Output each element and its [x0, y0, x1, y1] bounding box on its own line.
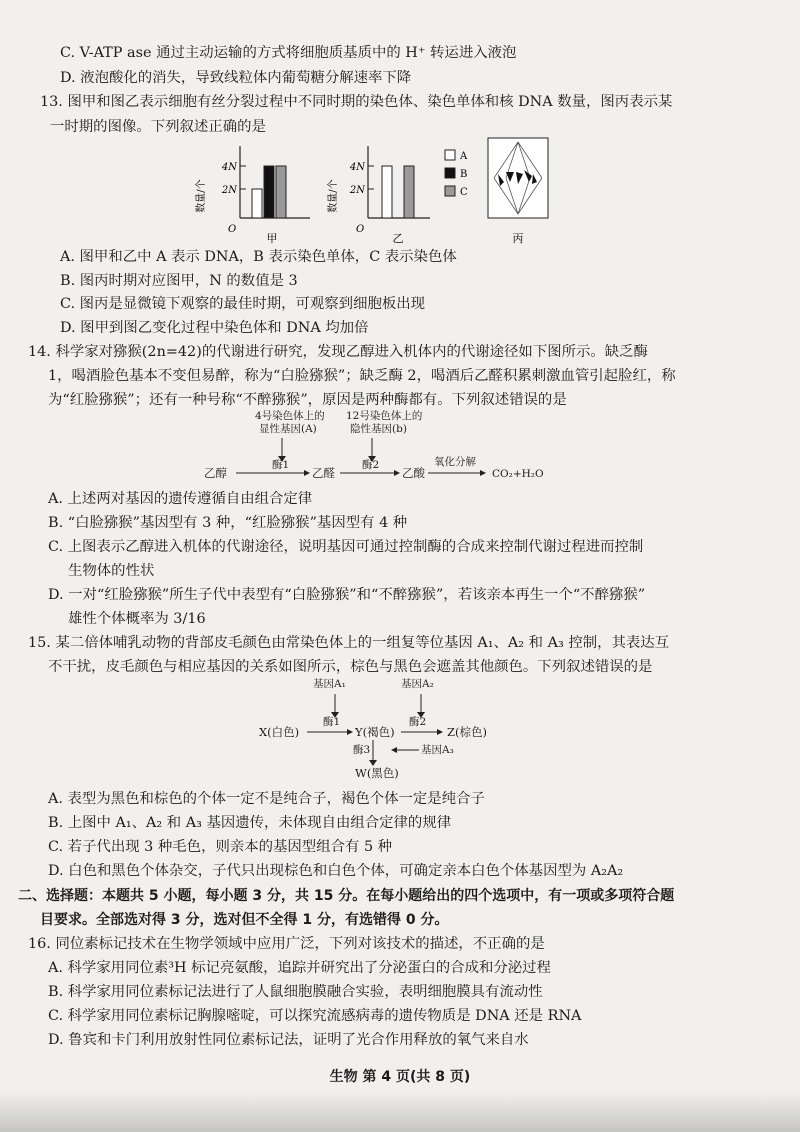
- gene-a-line1: 4号染色体上的: [255, 410, 325, 422]
- cell-image-bing: [488, 138, 548, 218]
- yi-bar-a: [382, 166, 392, 218]
- q13-stem-line1: 13. 图甲和图乙表示细胞有丝分裂过程中不同时期的染色体、染色单体和核 DNA 数量，图丙表示某: [40, 94, 673, 110]
- jia-ylabel: 数量/个: [196, 179, 207, 213]
- q14-option-a: A. 上述两对基因的遗传遵循自由组合定律: [48, 491, 313, 507]
- jia-tick-4n: 4N: [221, 162, 237, 173]
- q13-figure: [190, 136, 550, 248]
- q16-option-d: D. 鲁宾和卡门利用放射性同位素标记法，证明了光合作用释放的氧气来自水: [48, 1032, 529, 1048]
- enzyme3-label: 酶3: [353, 744, 371, 756]
- q14-option-c-cont: 生物体的性状: [68, 563, 155, 579]
- q14-option-d-cont: 雄性个体概率为 3/16: [68, 611, 206, 627]
- q15-stem-line2: 不干扰，皮毛颜色与相应基因的关系如图所示，棕色与黑色会遮盖其他颜色。下列叙述错误的是: [48, 659, 653, 675]
- gene-a-line2: 显性基因(A): [259, 423, 317, 435]
- section2-header-line2: 目要求。全部选对得 3 分，选对但不全得 1 分，有选错得 0 分。: [40, 912, 449, 928]
- legend-c-label: C: [460, 187, 468, 198]
- jia-bar-b: [264, 166, 274, 218]
- gene-a2-label: 基因A₂: [401, 678, 434, 690]
- jia-bar-c: [276, 166, 286, 218]
- q14-stem-line1: 14. 科学家对猕猴(2n=42)的代谢进行研究，发现乙醇进入机体内的代谢途径如下图所示。缺乏酶: [28, 344, 648, 360]
- gene-b-line2: 隐性基因(b): [350, 423, 407, 435]
- enzyme2-label: 酶2: [362, 459, 380, 471]
- yi-bar-c: [404, 166, 414, 218]
- q16-stem: 16. 同位素标记技术在生物学领域中应用广泛，下列对该技术的描述，不正确的是: [28, 936, 545, 952]
- q14-option-d: D. 一对“红脸猕猴”所生子代中表型有“白脸猕猴”和“不醉猕猴”，若该亲本再生一个“不醉猕猴”: [48, 587, 646, 603]
- q13-stem-line2: 一时期的图像。下列叙述正确的是: [50, 119, 266, 135]
- yi-ylabel: 数量/个: [328, 179, 339, 213]
- gene-a3-label: 基因A₃: [421, 744, 454, 756]
- oxidize-label: 氧化分解: [434, 456, 476, 468]
- q16-option-b: B. 科学家用同位素标记法进行了人鼠细胞膜融合实验，表明细胞膜具有流动性: [48, 984, 543, 1000]
- q13-option-b: B. 图丙时期对应图甲，N 的数值是 3: [60, 273, 298, 289]
- enzyme2-15-label: 酶2: [409, 716, 427, 728]
- q14-figure: [200, 410, 560, 488]
- legend-c-swatch: [445, 186, 455, 196]
- q13-option-a: A. 图甲和乙中 A 表示 DNA，B 表示染色单体，C 表示染色体: [60, 249, 457, 265]
- q15-option-b: B. 上图中 A₁、A₂ 和 A₃ 基因遗传，未体现自由组合定律的规律: [48, 815, 452, 831]
- products-label: CO₂+H₂O: [492, 468, 544, 480]
- gene-b-line1: 12号染色体上的: [346, 410, 423, 422]
- q14-option-b: B. “白脸猕猴”基因型有 3 种，“红脸猕猴”基因型有 4 种: [48, 515, 408, 531]
- legend-b-label: B: [460, 169, 468, 180]
- q15-option-a: A. 表型为黑色和棕色的个体一定不是纯合子，褐色个体一定是纯合子: [48, 791, 485, 807]
- q15-option-d: D. 白色和黑色个体杂交，子代只出现棕色和白色个体，可确定亲本白色个体基因型为 A₂A₂: [48, 863, 624, 879]
- jia-bar-a: [252, 189, 262, 218]
- yi-tick-4n: 4N: [349, 162, 365, 173]
- page-footer: 生物 第 4 页(共 8 页): [329, 1069, 471, 1085]
- legend-b-swatch: [445, 168, 455, 178]
- jia-label: 甲: [266, 232, 278, 245]
- q12-option-d: D. 液泡酸化的消失，导致线粒体内葡萄糖分解速率下降: [60, 70, 412, 86]
- jia-origin: O: [228, 224, 237, 235]
- q12-option-c: C. V-ATP ase 通过主动运输的方式将细胞质基质中的 H⁺ 转运进入液泡: [60, 45, 517, 61]
- q15-option-c: C. 若子代出现 3 种毛色，则亲本的基因型组合有 5 种: [48, 839, 393, 855]
- legend-a-swatch: [445, 150, 455, 160]
- q15-figure: [255, 676, 515, 784]
- x-white-label: X(白色): [259, 725, 300, 739]
- q16-option-a: A. 科学家用同位素³H 标记亮氨酸，追踪并研究出了分泌蛋白的合成和分泌过程: [48, 960, 551, 976]
- yi-label: 乙: [392, 232, 404, 245]
- gene-a1-label: 基因A₁: [313, 678, 346, 690]
- enzyme1-15-label: 酶1: [323, 716, 341, 728]
- yi-tick-2n: 2N: [349, 185, 365, 196]
- q14-option-c: C. 上图表示乙醇进入机体的代谢途径，说明基因可通过控制酶的合成来控制代谢过程进而控制: [48, 539, 644, 555]
- q14-stem-line2: 1，喝酒脸色基本不变但易醉，称为“白脸猕猴”；缺乏酶 2，喝酒后乙醛积累刺激血管引起脸红，称: [48, 368, 676, 384]
- jia-tick-2n: 2N: [221, 185, 237, 196]
- q15-stem-line1: 15. 某二倍体哺乳动物的背部皮毛颜色由常染色体上的一组复等位基因 A₁、A₂ 和 A₃ 控制，其表达互: [28, 635, 670, 651]
- q13-option-c: C. 图丙是显微镜下观察的最佳时期，可观察到细胞板出现: [60, 296, 426, 312]
- q14-stem-line3: 为“红脸猕猴”；还有一种号称“不醉猕猴”，原因是两种酶都有。下列叙述错误的是: [48, 392, 567, 408]
- y-brown-label: Y(褐色): [355, 725, 395, 739]
- acetic-acid-label: 乙酸: [402, 466, 425, 480]
- bottom-shadow: [0, 1092, 800, 1132]
- z-tan-label: Z(棕色): [447, 725, 487, 739]
- q16-option-c: C. 科学家用同位素标记胸腺嘧啶，可以探究流感病毒的遗传物质是 DNA 还是 RNA: [48, 1008, 582, 1024]
- acetaldehyde-label: 乙醛: [312, 466, 335, 480]
- section2-header-line1: 二、选择题：本题共 5 小题，每小题 3 分，共 15 分。在每小题给出的四个选项中，有一项或多项符合题: [18, 888, 675, 904]
- yi-origin: O: [356, 224, 365, 235]
- ethanol-label: 乙醇: [204, 466, 227, 480]
- legend-a-label: A: [460, 151, 468, 162]
- bing-label: 丙: [512, 232, 524, 245]
- w-black-label: W(黑色): [355, 766, 399, 780]
- q13-option-d: D. 图甲到图乙变化过程中染色体和 DNA 均加倍: [60, 320, 369, 336]
- enzyme1-label: 酶1: [272, 459, 290, 471]
